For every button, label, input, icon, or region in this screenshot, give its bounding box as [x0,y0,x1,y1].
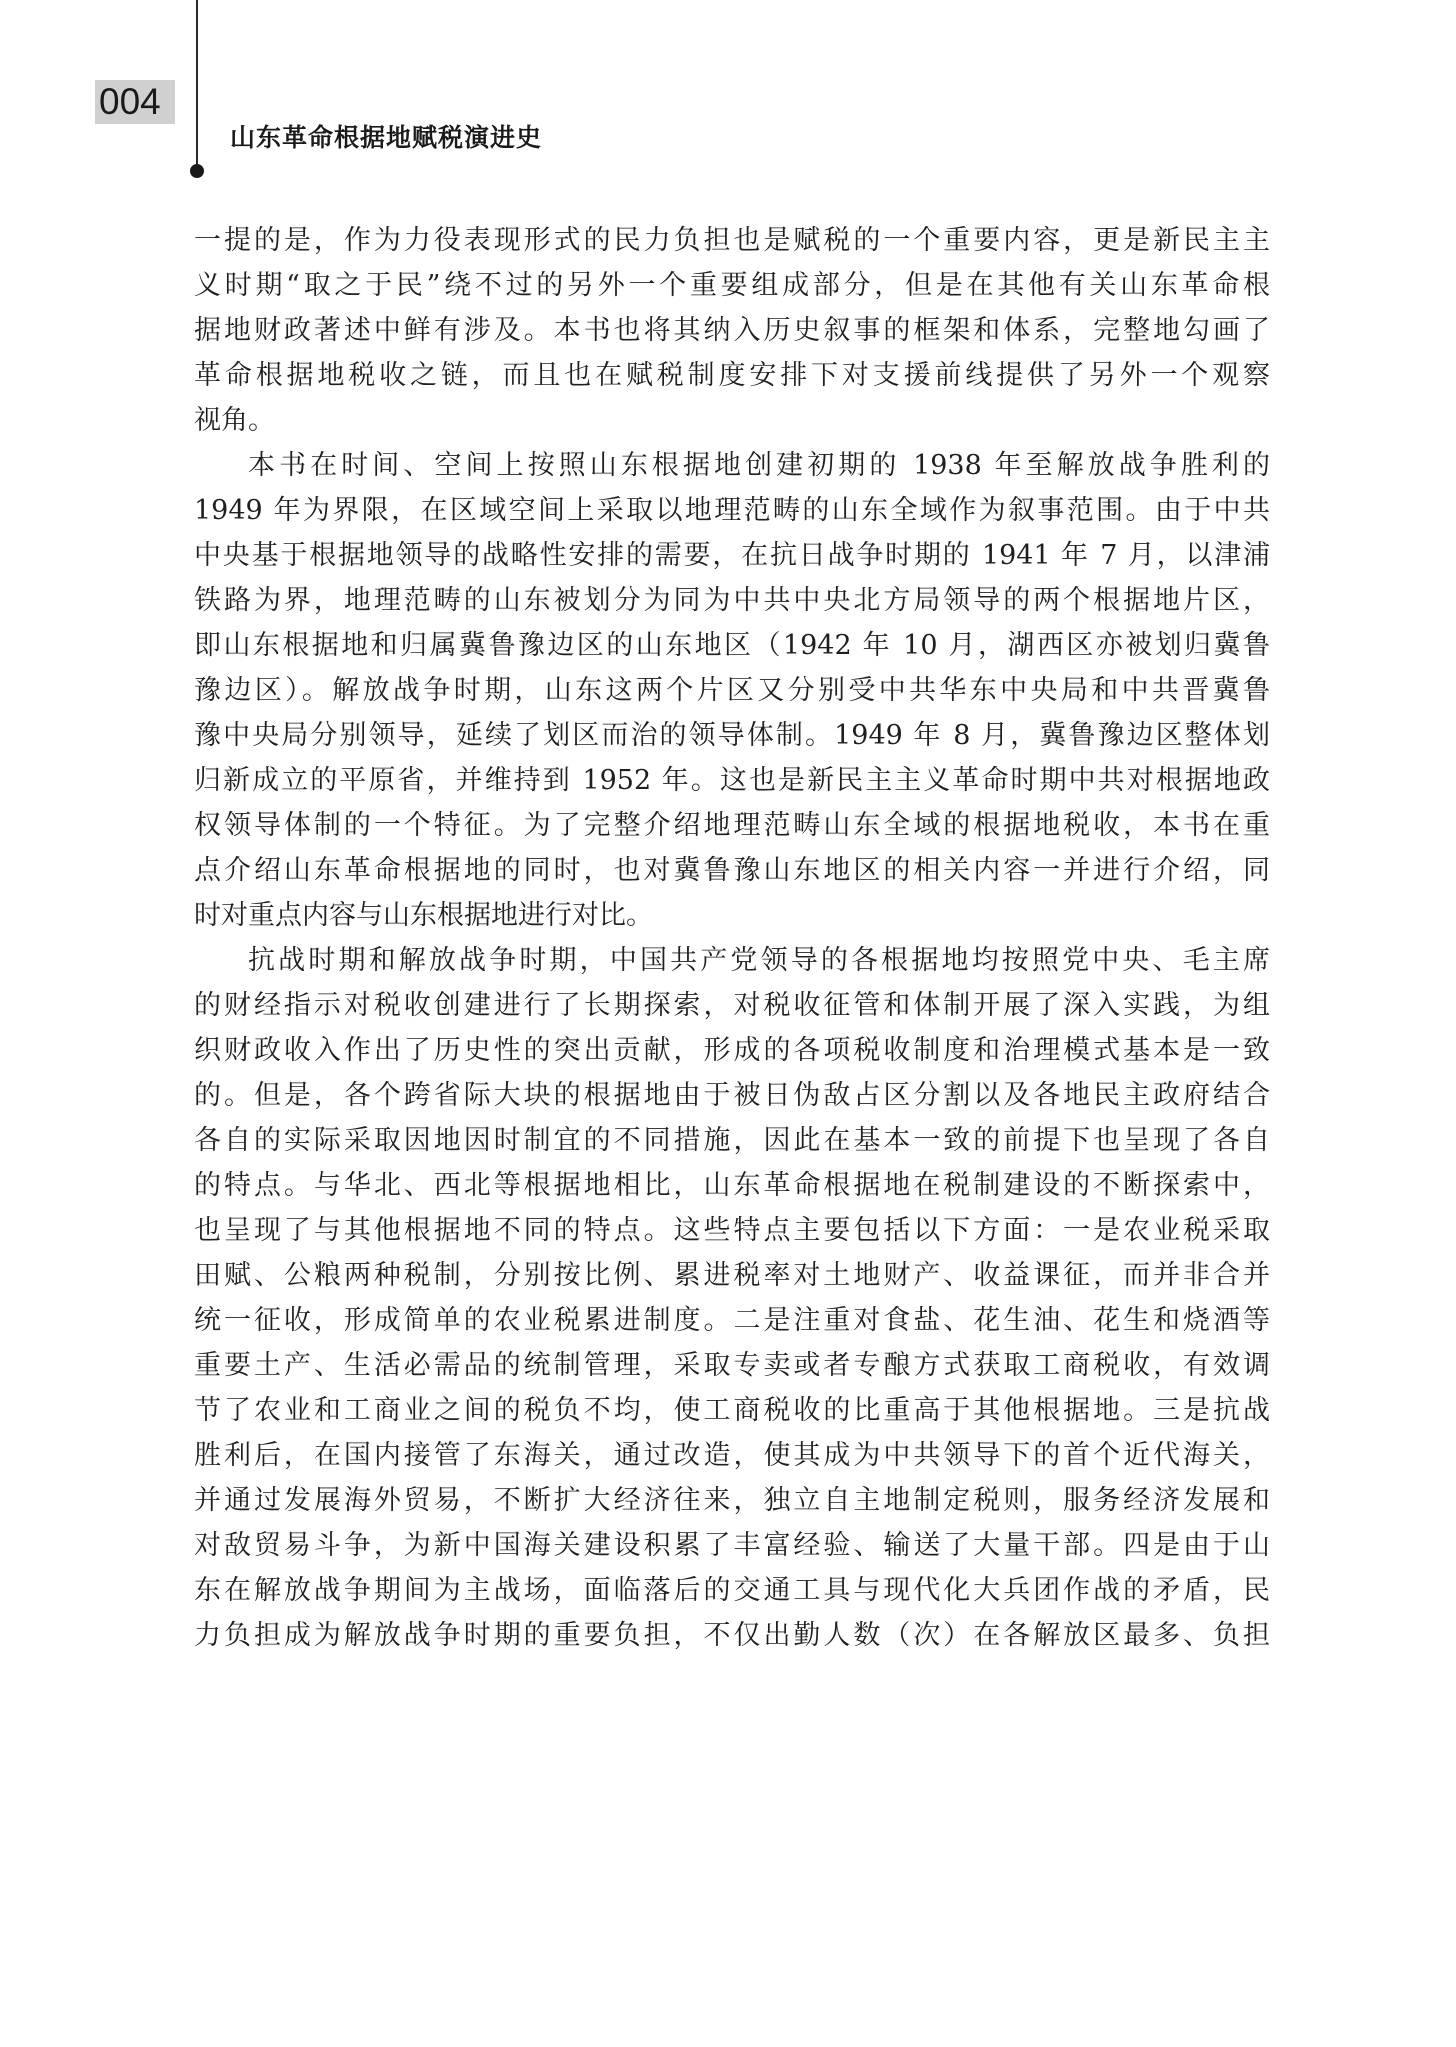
text-line: 东在解放战争期间为主战场，面临落后的交通工具与现代化大兵团作战的矛盾，民 [194,1575,1270,1606]
text-line: 田赋、公粮两种税制，分别按比例、累进税率对土地财产、收益课征，而并非合并 [194,1260,1270,1291]
text-line: 一提的是，作为力役表现形式的民力负担也是赋税的一个重要内容，更是新民主主 [194,225,1270,256]
text-line: 力负担成为解放战争时期的重要负担，不仅出勤人数（次）在各解放区最多、负担 [194,1620,1270,1651]
text-line: 对敌贸易斗争，为新中国海关建设积累了丰富经验、输送了大量干部。四是由于山 [194,1530,1270,1561]
page-number: 004 [95,80,175,124]
header-rule-dot [190,164,204,178]
text-line: 统一征收，形成简单的农业税累进制度。二是注重对食盐、花生油、花生和烧酒等 [194,1305,1270,1336]
text-line: 的特点。与华北、西北等根据地相比，山东革命根据地在税制建设的不断探索中， [194,1170,1270,1201]
text-line: 权领导体制的一个特征。为了完整介绍地理范畴山东全域的根据地税收，本书在重 [194,810,1270,841]
text-line: 归新成立的平原省，并维持到 1952 年。这也是新民主主义革命时期中共对根据地政 [194,765,1270,796]
text-line: 重要土产、生活必需品的统制管理，采取专卖或者专酿方式获取工商税收，有效调 [194,1350,1270,1381]
text-line: 时对重点内容与山东根据地进行对比。 [194,900,653,931]
text-line: 视角。 [194,405,275,436]
text-line: 也呈现了与其他根据地不同的特点。这些特点主要包括以下方面：一是农业税采取 [194,1215,1270,1246]
text-line: 1949 年为界限，在区域空间上采取以地理范畴的山东全域作为叙事范围。由于中共 [194,495,1270,526]
text-line: 革命根据地税收之链，而且也在赋税制度安排下对支援前线提供了另外一个观察 [194,360,1270,391]
text-line: 据地财政著述中鲜有涉及。本书也将其纳入历史叙事的框架和体系，完整地勾画了 [194,315,1270,346]
text-line: 铁路为界，地理范畴的山东被划分为同为中共中央北方局领导的两个根据地片区， [194,585,1270,616]
text-line: 本书在时间、空间上按照山东根据地创建初期的 1938 年至解放战争胜利的 [248,450,1270,481]
text-line: 织财政收入作出了历史性的突出贡献，形成的各项税收制度和治理模式基本是一致 [194,1035,1270,1066]
text-line: 并通过发展海外贸易，不断扩大经济往来，独立自主地制定税则，服务经济发展和 [194,1485,1270,1516]
text-line: 的。但是，各个跨省际大块的根据地由于被日伪敌占区分割以及各地民主政府结合 [194,1080,1270,1111]
text-line: 豫中央局分别领导，延续了划区而治的领导体制。1949 年 8 月，冀鲁豫边区整体划 [194,720,1270,751]
header-vertical-rule [196,0,198,170]
text-line: 胜利后，在国内接管了东海关，通过改造，使其成为中共领导下的首个近代海关， [194,1440,1270,1471]
text-line: 节了农业和工商业之间的税负不均，使工商税收的比重高于其他根据地。三是抗战 [194,1395,1270,1426]
text-line: 豫边区）。解放战争时期，山东这两个片区又分别受中共华东中央局和中共晋冀鲁 [194,675,1270,706]
text-line: 即山东根据地和归属冀鲁豫边区的山东地区（1942 年 10 月，湖西区亦被划归冀鲁 [194,630,1270,661]
text-line: 义时期“取之于民”绕不过的另外一个重要组成部分，但是在其他有关山东革命根 [194,270,1270,301]
text-line: 抗战时期和解放战争时期，中国共产党领导的各根据地均按照党中央、毛主席 [248,945,1270,976]
text-line: 点介绍山东革命根据地的同时，也对冀鲁豫山东地区的相关内容一并进行介绍，同 [194,855,1270,886]
body-text [194,218,1270,1658]
text-line: 各自的实际采取因地因时制宜的不同措施，因此在基本一致的前提下也呈现了各自 [194,1125,1270,1156]
running-header-title: 山东革命根据地赋税演进史 [230,123,543,152]
text-line: 中央基于根据地领导的战略性安排的需要，在抗日战争时期的 1941 年 7 月，以津浦 [194,540,1270,571]
text-line: 的财经指示对税收创建进行了长期探索，对税收征管和体制开展了深入实践，为组 [194,990,1270,1021]
